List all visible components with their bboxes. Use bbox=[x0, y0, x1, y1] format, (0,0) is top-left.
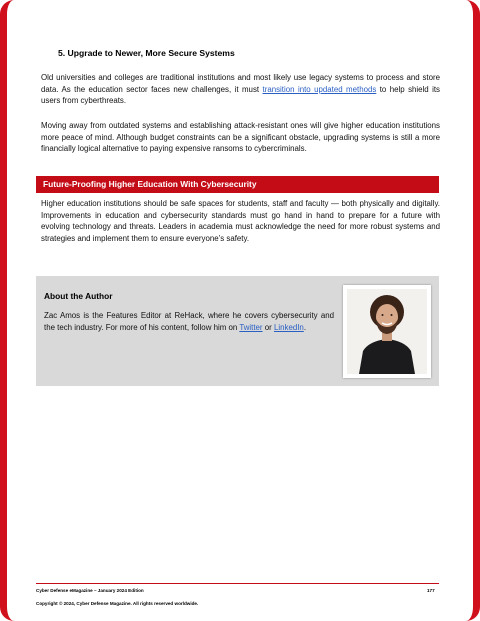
section-banner: Future-Proofing Higher Education With Cybersecurity bbox=[36, 176, 439, 193]
linkedin-link[interactable]: LinkedIn bbox=[273, 322, 304, 332]
section-heading: 5. Upgrade to Newer, More Secure Systems bbox=[58, 48, 235, 58]
author-photo bbox=[343, 285, 431, 378]
about-author-box bbox=[36, 276, 439, 386]
footer-copyright: Copyright © 2024, Cyber Defense Magazine. All rights reserved worldwide. bbox=[36, 601, 199, 606]
author-heading: About the Author bbox=[44, 291, 113, 301]
paragraph-moving-away: Moving away from outdated systems and establishing attack-resistant ones will give higher education institutions more peace of mind. Although budget constraints can be a significant obstacle, upgrading systems is still a more financially logical alternative to paying expensive ransoms to cybercriminals. bbox=[41, 121, 440, 154]
paragraph-text: to help shield its users from cyberthreats. bbox=[41, 84, 440, 106]
bio-text: or bbox=[262, 322, 274, 332]
author-portrait bbox=[347, 289, 427, 374]
paragraph-text: Old universities and colleges are traditional institutions and most likely use legacy systems to process and store data. As the education sector faces new challenges, it must bbox=[41, 73, 440, 94]
footer-page-number: 177 bbox=[427, 588, 435, 593]
transition-link[interactable]: transition into updated methods bbox=[262, 84, 377, 94]
paragraph-legacy-systems bbox=[41, 72, 440, 107]
bio-text: Zac Amos is the Features Editor at ReHack, where he covers cybersecurity and the tech industry. For more of his content, follow him on bbox=[44, 311, 334, 332]
footer-rule bbox=[36, 583, 439, 584]
twitter-link[interactable]: Twitter bbox=[239, 322, 263, 332]
author-bio bbox=[44, 310, 334, 333]
bio-text: . bbox=[303, 322, 307, 332]
footer-edition: Cyber Defense eMagazine – January 2024 Edition bbox=[36, 588, 144, 593]
paragraph-future-proofing: Higher education institutions should be safe spaces for students, staff and faculty — both physically and digitally. Improvements in education and cybersecurity standards must go hand in hand to prepare for a future with evolving technology and threats. Leaders in academia must acknowledge the need for more robust systems and strategies and implement them to ensure everyone’s safety. bbox=[41, 199, 440, 243]
